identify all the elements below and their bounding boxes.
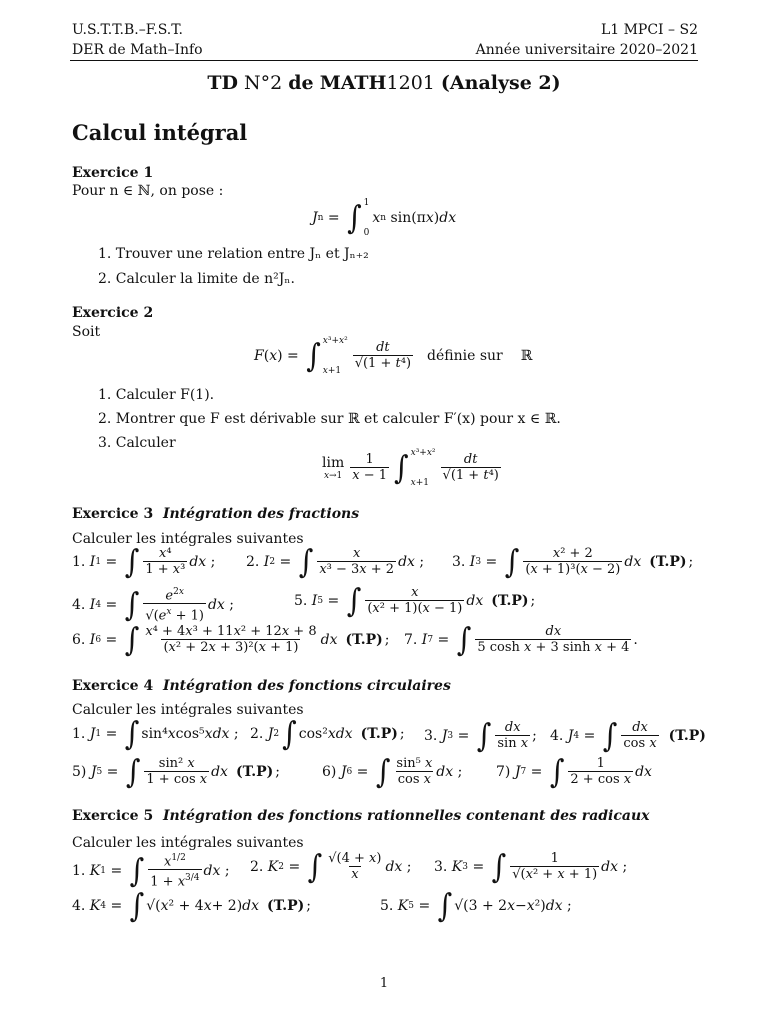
ex4-subtitle: Intégration des fonctions circulaires <box>162 678 451 694</box>
ex3-I2: 2. I 2 = ∫ $\frac{x}{\text{x³ − 3x + 2}}$ dx ; <box>246 542 425 581</box>
title-td: TD <box>207 72 238 94</box>
page-title <box>70 72 698 94</box>
ex5-K2: 2. K 2 = ∫ $\frac{√(4 + x)}{x}$ dx ; <box>250 847 412 886</box>
ex1-formula: J n = ∫ 1 0 x n sin(π x ) dx <box>312 198 457 238</box>
ex5-intro: Calculer les intégrales suivantes <box>72 835 304 851</box>
ex4-J6: 6) J 6 = ∫ $\frac{\text{sin⁵ x}}{\text{cos x}}$ dx ; <box>322 752 463 791</box>
header-right <box>476 20 698 60</box>
header-left <box>72 20 203 60</box>
ex4-J5-tp: (T.P) <box>235 764 274 780</box>
ex5-K4-tp: (T.P) <box>267 898 305 914</box>
ex3-I7: 7. I 7 = ∫ $\frac{dx}{\text{5 cosh x + 3 sinh x + 4}}$ . <box>404 620 638 659</box>
ex2-item-1: 1. Calculer F(1). <box>98 387 215 403</box>
title-num: N°2 <box>244 72 283 94</box>
ex3-heading <box>72 505 359 523</box>
ex4-J4: 4. J 4 = ∫ $\frac{dx}{\text{cos x}}$ (T.P) <box>550 716 706 755</box>
header-rule <box>70 60 698 61</box>
ex4-heading <box>72 677 451 695</box>
ex3-I1: 1. I 1 = ∫ $\frac{\text{x⁴}}{\text{1 + x³}}$ dx ; <box>72 542 216 581</box>
ex4-J2: 2. J 2 ∫ cos² xdx (T.P) ; <box>250 714 405 753</box>
ex3-intro: Calculer les intégrales suivantes <box>72 531 304 547</box>
ex2-R: ℝ <box>520 348 533 364</box>
page-number: 1 <box>379 976 389 991</box>
ex3-heading-label: Exercice 3 <box>72 506 154 522</box>
ex2-definie: définie sur <box>427 348 503 364</box>
ex3-I4: 4. I 4 = ∫ $\frac{e^{2x}}{√(e^x + 1)}$ dx ; <box>72 585 234 624</box>
department: DER de Math–Info <box>72 42 203 58</box>
ex2-formula: F ( x ) = ∫ x³+x² x+1 $\frac{dt}{\text{√(1 + t⁴)}}$ définie sur ℝ <box>254 336 533 376</box>
ex3-I5-tp: (T.P) <box>491 593 529 609</box>
ex1-heading: Exercice 1 <box>72 165 154 181</box>
ex2-limit-formula: lim x→1 $\frac{1}{x - 1}$ ∫ x³+x² x+1 $\frac{dt}{\text{√(1 + t⁴)}}$ <box>322 448 499 488</box>
ex1-item-2: 2. Calculer la limite de n²Jₙ. <box>98 271 295 287</box>
ex2-heading: Exercice 2 <box>72 305 154 321</box>
ex5-K4: 4. K 4 = ∫ √( x ² + 4 x + 2) dx (T.P) ; <box>72 886 312 925</box>
ex5-heading-label: Exercice 5 <box>72 808 154 824</box>
title-math: MATH <box>319 72 387 94</box>
ex4-intro: Calculer les intégrales suivantes <box>72 702 304 718</box>
ex5-heading <box>72 807 650 825</box>
ex4-J3: 3. J 3 = ∫ $\frac{dx}{\text{sin x}}$ ; <box>424 716 537 755</box>
ex4-heading-label: Exercice 4 <box>72 678 154 694</box>
ex3-I3: 3. I 3 = ∫ $\frac{\text{x² + 2}}{\text{(x + 1)³(x − 2)}}$ dx (T.P) ; <box>452 542 694 581</box>
ex3-I6-tp: (T.P) <box>345 632 383 648</box>
ex4-J1: 1. J 1 = ∫ sin⁴ x cos⁵ xdx ; <box>72 714 239 753</box>
ex1-intro: Pour n ∈ ℕ, on pose : <box>72 183 224 199</box>
ex4-J7: 7) J 7 = ∫ $\frac{1}{\text{2 + cos x}}$ dx <box>496 752 652 791</box>
title-code: 1201 <box>386 72 435 94</box>
ex4-J4-tp: (T.P) <box>668 728 706 744</box>
ex3-I5: 5. I 5 = ∫ $\frac{x}{\text{(x² + 1)(x − 1)}}$ dx (T.P) ; <box>294 581 536 620</box>
ex5-K5: 5. K 5 = ∫ √(3 + 2 x − x ²) dx ; <box>380 886 572 925</box>
ex2-intro: Soit <box>72 324 101 340</box>
title-analyse: (Analyse 2) <box>440 72 561 94</box>
ex4-J5: 5) J 5 = ∫ $\frac{\text{sin² x}}{\text{1 + cos x}}$ dx (T.P) ; <box>72 752 280 791</box>
course-level: L1 MPCI – S2 <box>600 22 698 38</box>
section-title: Calcul intégral <box>72 120 248 145</box>
ex5-K3: 3. K 3 = ∫ $\frac{1}{\text{√(x² + x + 1)}}$ dx ; <box>434 847 628 886</box>
title-de: de <box>288 72 314 94</box>
ex3-subtitle: Intégration des fractions <box>162 506 360 522</box>
ex2-item-3: 3. Calculer <box>98 435 176 451</box>
ex4-J2-tp: (T.P) <box>360 726 398 742</box>
ex3-I3-tp: (T.P) <box>649 554 687 570</box>
institution: U.S.T.T.B.–F.S.T. <box>72 22 183 38</box>
ex1-item-1: 1. Trouver une relation entre Jₙ et Jₙ₊₂ <box>98 246 369 262</box>
ex2-item-2: 2. Montrer que F est dérivable sur ℝ et calculer F′(x) pour x ∈ ℝ. <box>98 411 561 427</box>
ex3-I6: 6. I 6 = ∫ $\frac{\text{x⁴ + 4x³ + 11x² + 12x + 8}}{\text{(x² + 2x + 3)²(x + 1)}}$ dx (T.P) ; <box>72 620 390 659</box>
ex5-K1: 1. K 1 = ∫ $\frac{x^{1/2}}{1 + x^{3/4}}$ dx ; <box>72 851 230 890</box>
academic-year: Année universitaire 2020–2021 <box>475 42 698 58</box>
ex5-subtitle: Intégration des fonctions rationnelles contenant des radicaux <box>162 808 650 824</box>
